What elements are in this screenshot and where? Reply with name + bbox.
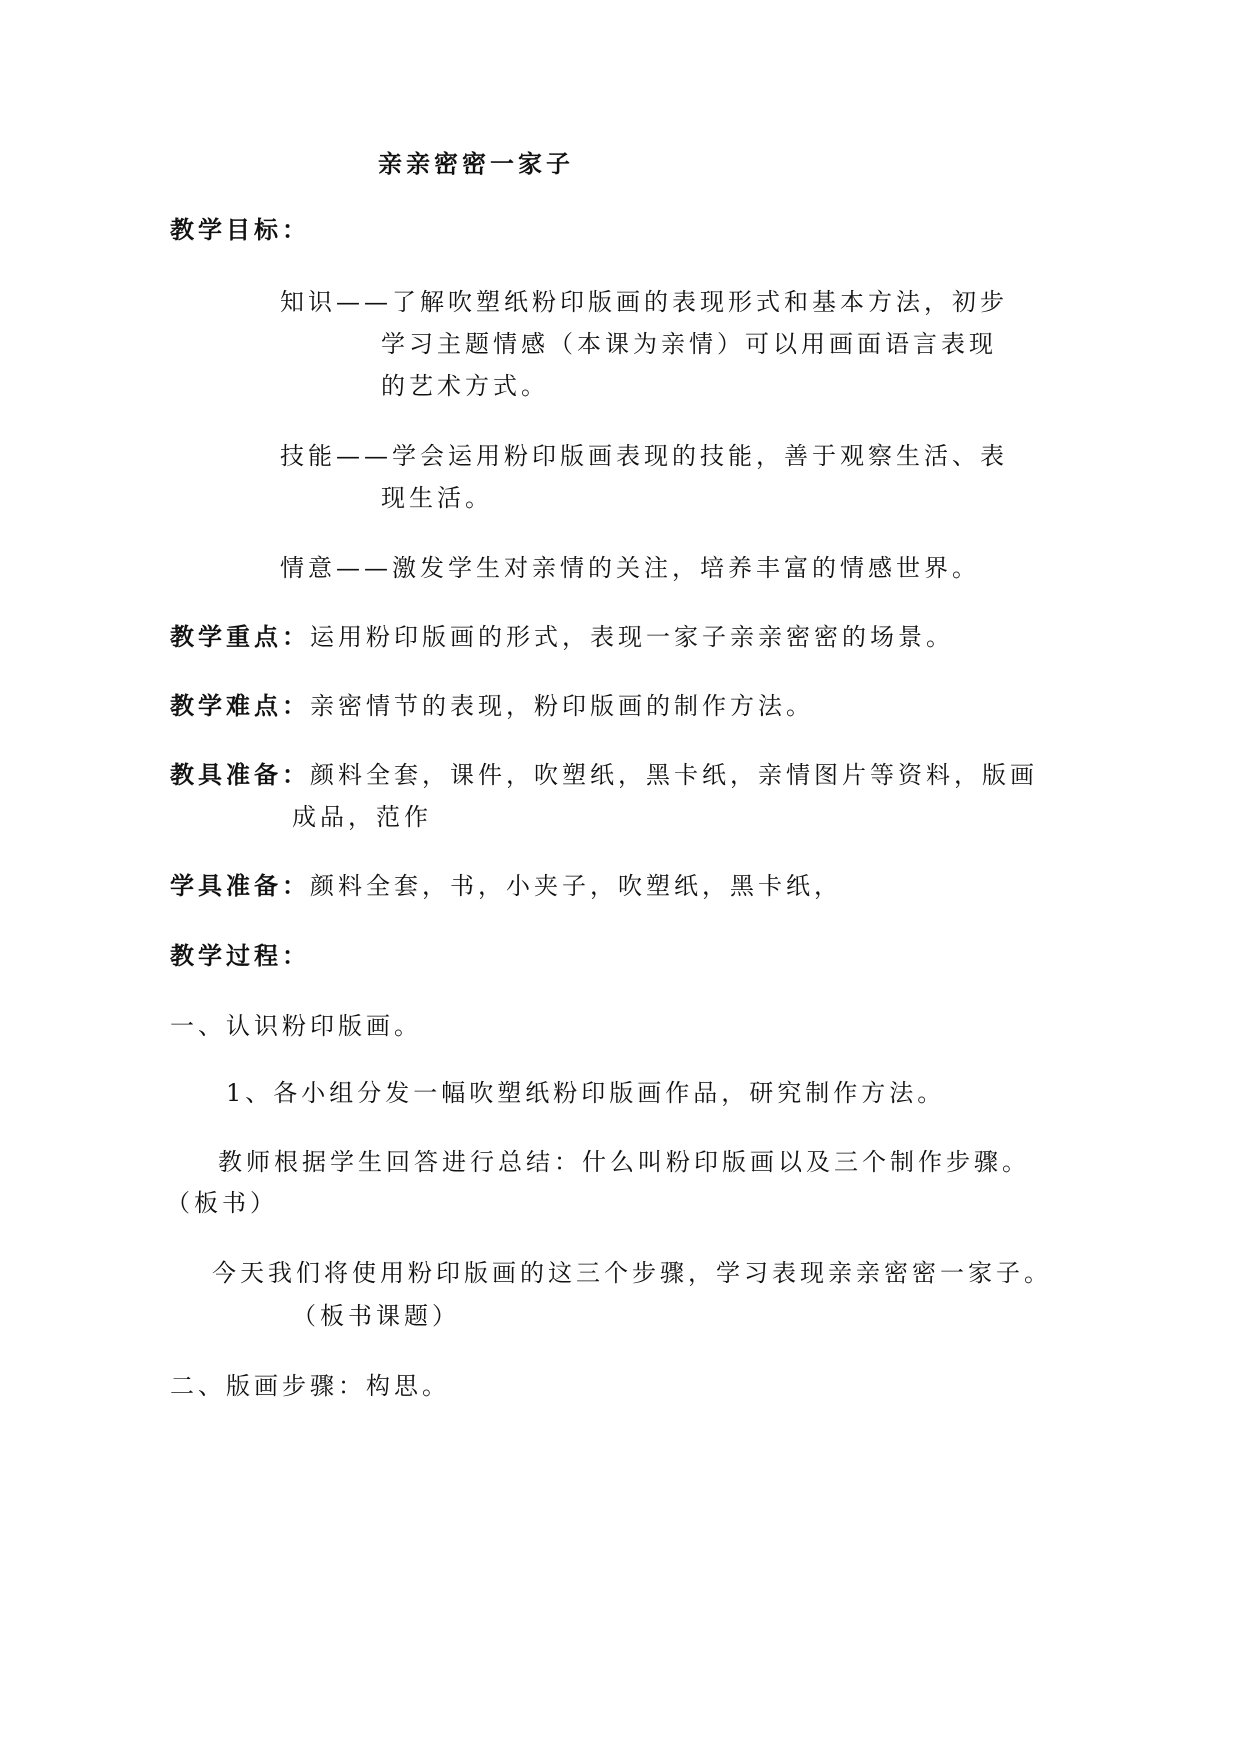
objective-skill-line2: 现生活。	[381, 484, 493, 512]
page-title: 亲亲密密一家子	[378, 149, 574, 178]
objective-emotion-line1: 情意——激发学生对亲情的关注，培养丰富的情感世界。	[280, 554, 980, 582]
summary-line1: 教师根据学生回答进行总结：什么叫粉印版画以及三个制作步骤。	[218, 1148, 1030, 1176]
teacher-prep-label: 教具准备：	[170, 760, 310, 789]
today-line2: （板书课题）	[292, 1302, 460, 1330]
teacher-prep-line1: 颜料全套，课件，吹塑纸，黑卡纸，亲情图片等资料，版画	[310, 761, 1038, 789]
key-point-label: 教学重点：	[170, 622, 310, 651]
summary-line2: （板书）	[166, 1189, 278, 1217]
difficulty	[170, 690, 814, 722]
key-point-text: 运用粉印版画的形式，表现一家子亲亲密密的场景。	[310, 623, 954, 651]
section-1-heading: 一、认识粉印版画。	[170, 1012, 422, 1040]
process-heading: 教学过程：	[170, 941, 310, 970]
key-point	[170, 621, 954, 653]
section-2-heading: 二、版画步骤：构思。	[170, 1372, 450, 1400]
objective-knowledge-line2: 学习主题情感（本课为亲情）可以用画面语言表现	[381, 330, 997, 358]
objectives-heading: 教学目标：	[170, 215, 310, 244]
objective-knowledge-line1: 知识——了解吹塑纸粉印版画的表现形式和基本方法，初步	[280, 288, 1008, 316]
objective-knowledge-line3: 的艺术方式。	[381, 372, 549, 400]
step-1: 1、各小组分发一幅吹塑纸粉印版画作品，研究制作方法。	[226, 1079, 946, 1107]
teacher-prep	[170, 759, 1038, 791]
student-prep	[170, 870, 842, 902]
teacher-prep-line2: 成品，范作	[292, 803, 432, 831]
difficulty-label: 教学难点：	[170, 691, 310, 720]
student-prep-text: 颜料全套，书，小夹子，吹塑纸，黑卡纸，	[310, 872, 842, 900]
today-line1: 今天我们将使用粉印版画的这三个步骤，学习表现亲亲密密一家子。	[212, 1259, 1052, 1287]
difficulty-text: 亲密情节的表现，粉印版画的制作方法。	[310, 692, 814, 720]
student-prep-label: 学具准备：	[170, 871, 310, 900]
objective-skill-line1: 技能——学会运用粉印版画表现的技能，善于观察生活、表	[280, 442, 1008, 470]
